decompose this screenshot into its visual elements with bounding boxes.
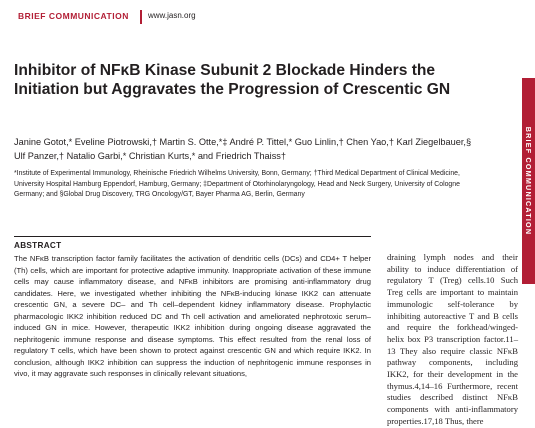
journal-url[interactable]: www.jasn.org bbox=[148, 11, 196, 20]
section-sidebar bbox=[522, 78, 535, 284]
abstract-heading: ABSTRACT bbox=[14, 241, 62, 250]
author-list: Janine Gotot,* Eveline Piotrowski,† Martin S. Otte,*‡ André P. Tittel,* Guo Linlin,† Chen Yao,† Karl Ziegelbauer,§ Ulf Panzer,† Natalio Garbi,* Christian Kurts,* and Friedrich Thaiss† bbox=[14, 137, 472, 161]
section-tag-label: BRIEF COMMUNICATION bbox=[18, 11, 129, 21]
sidebar-label: BRIEF COMMUNICATION bbox=[524, 126, 533, 236]
section-tag bbox=[0, 10, 142, 24]
body-text-column: draining lymph nodes and their ability to induce differentiation of regulatory T (Treg) cells.10 Such Treg cells are important to maintain immunologic self-tolerance by inhibiting autoreactive T and B cells and require the forkhead/winged-helix box P3 transcription factor.11–13 They also require classic NFκB pathway components, including IKK2, for their development in the thymus.4,14–16 Furthermore, recent studies described distinct NFκB components with anti-inflammatory properties.17,18 Thus, there bbox=[387, 252, 518, 426]
affiliations: *Institute of Experimental Immunology, Rheinische Friedrich Wilhelms University, Bonn, Germany; †Third Medical Department of Clinical Medicine, University Hospital Hamburg Eppendorf, Hamburg, Germany; ‡Department of Otorhinolaryngology, Head and Neck Surgery, University of Cologne Germany; and §Global Drug Discovery, TRG Oncology/GT, Bayer Pharma AG, Berlin, Germany bbox=[14, 170, 460, 198]
article-title: Inhibitor of NFκB Kinase Subunit 2 Blockade Hinders the Initiation but Aggravates the Progression of Crescentic GN bbox=[14, 62, 451, 98]
abstract-text: The NFκB transcription factor family facilitates the activation of dendritic cells (DCs) and CD4+ T helper (Th) cells, which are important for protective adaptive immunity. Inappropriate activation of these immune cells may cause inflammatory disease, and NFκB inhibitors are promising anti-inflammatory drug candidates. Here, we investigated whether inhibiting the NFκB-inducing kinase IKK2 can attenuate crescentic GN, a severe DC– and Th cell–dependent kidney inflammatory disease. Prophylactic pharmacologic IKK2 inhibition reduced DC and Th cell activation and ameliorated nephrotoxic serum–induced GN in mice. However, therapeutic IKK2 inhibition during ongoing disease aggravated the nephritogenic immune response and disease symptoms. This effect resulted from the renal loss of regulatory T cells, which have been shown to protect against crescentic GN and which require IKK2. In conclusion, although IKK2 inhibition can suppress the induction of nephritogenic immune responses in vivo, it may aggravate such responses in clinically relevant situations, bbox=[14, 254, 371, 378]
divider bbox=[14, 236, 371, 237]
journal-header bbox=[0, 10, 535, 24]
